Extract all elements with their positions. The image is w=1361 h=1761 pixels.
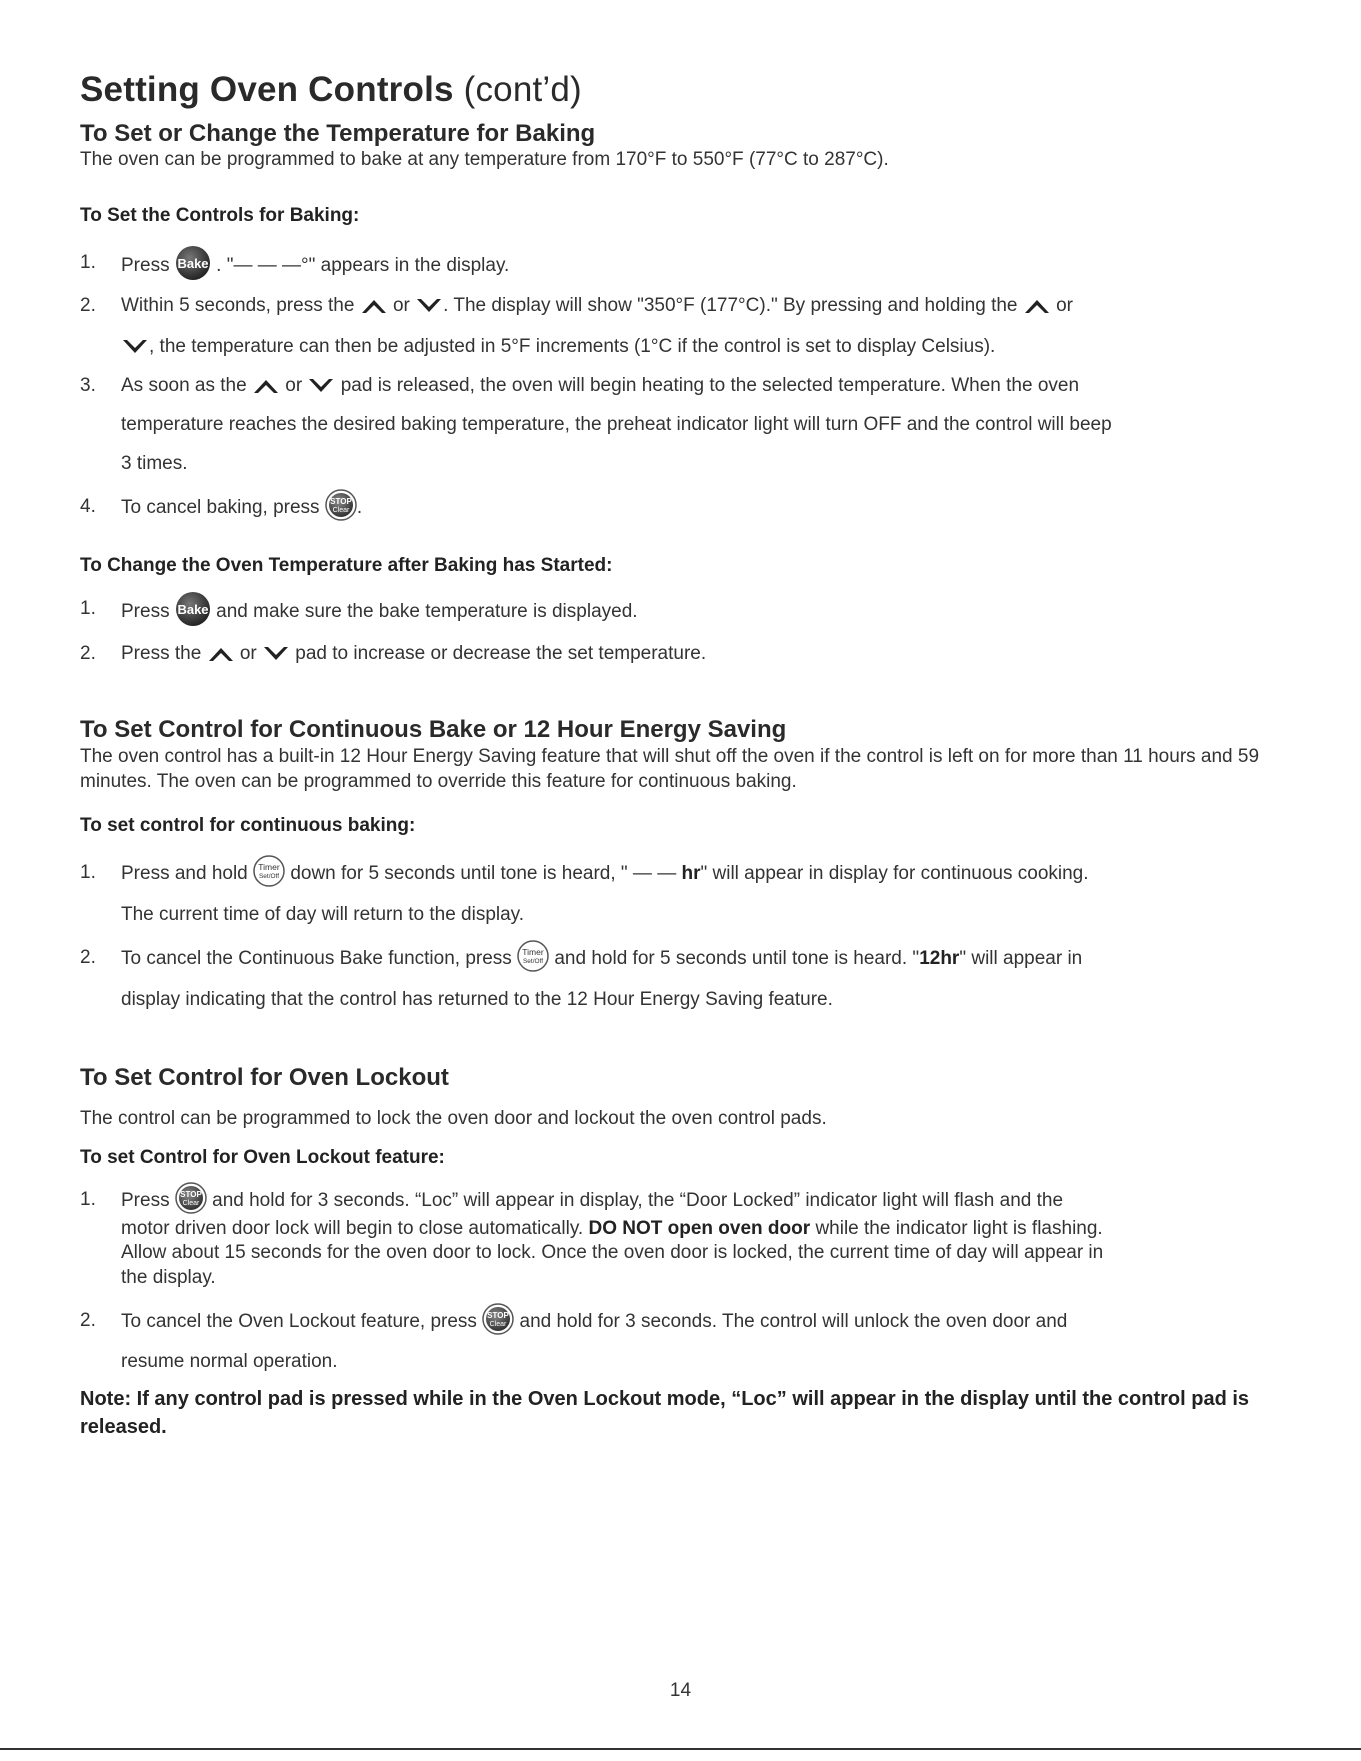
step-text-part: Press xyxy=(121,1190,170,1212)
page-title-main: Setting Oven Controls xyxy=(80,70,454,109)
set-off-label: Set/Off xyxy=(258,873,280,880)
step-text-part: and hold for 5 seconds until tone is heard. " xyxy=(554,948,920,970)
step-text xyxy=(121,1309,1067,1335)
step-text-part: pad to increase or decrease the set temperature. xyxy=(295,643,707,664)
step-number: 2. xyxy=(80,643,96,664)
step-text xyxy=(121,642,706,666)
step-text-part: " will appear in display for continuous cooking. xyxy=(700,863,1089,885)
bake-pad-label: Bake xyxy=(177,602,209,617)
step-text-part: As soon as the xyxy=(121,375,247,396)
step-text-bold: hr xyxy=(681,863,701,885)
step-text-part: Press xyxy=(121,601,170,623)
step-text-line-3: 3 times. xyxy=(121,453,188,474)
step-text xyxy=(121,495,362,521)
up-arrow-icon xyxy=(252,377,280,395)
bake-pad-label: Bake xyxy=(177,256,209,271)
step-text-part: Press and hold xyxy=(121,863,248,885)
baking-step-3 xyxy=(80,372,1280,482)
step-text-part: or xyxy=(392,295,410,316)
clear-label: Clear xyxy=(489,1321,507,1328)
step-text-part: and hold for 3 seconds. “Loc” will appear in display, the “Door Locked” indicator light will flash and the xyxy=(212,1190,1064,1212)
stop-label: STOP xyxy=(180,1190,202,1199)
step-text-part: and make sure the bake temperature is displayed. xyxy=(216,601,638,623)
subheading-continuous-baking: To set control for continuous baking: xyxy=(80,815,416,836)
timer-pad-icon xyxy=(517,940,549,972)
step-text-part: motor driven door lock will begin to close automatically. xyxy=(121,1218,584,1239)
up-arrow-icon xyxy=(360,297,388,315)
section-heading-baking: To Set or Change the Temperature for Baking xyxy=(80,120,596,147)
step-number: 1. xyxy=(80,1189,96,1210)
section-heading-continuous: To Set Control for Continuous Bake or 12 Hour Energy Saving xyxy=(80,716,787,743)
lockout-note: Note: If any control pad is pressed while in the Oven Lockout mode, “Loc” will appear in the display until the control pad is released. xyxy=(80,1388,1250,1438)
lockout-intro: The control can be programmed to lock the oven door and lockout the oven control pads. xyxy=(80,1108,827,1129)
bake-pad-icon xyxy=(175,591,211,627)
step-text-part: To cancel the Oven Lockout feature, press xyxy=(121,1311,477,1333)
baking-step-4 xyxy=(80,492,1280,522)
step-text-part: To cancel the Continuous Bake function, press xyxy=(121,948,512,970)
step-text-line-2: display indicating that the control has returned to the 12 Hour Energy Saving feature. xyxy=(121,989,833,1010)
page-title xyxy=(80,70,582,110)
step-text-part: To cancel baking, press xyxy=(121,497,320,519)
step-number: 2. xyxy=(80,295,96,316)
down-arrow-icon xyxy=(262,645,290,663)
step-text xyxy=(121,251,509,281)
page-bottom-rule xyxy=(0,1748,1361,1750)
clear-label: Clear xyxy=(332,507,350,514)
step-number: 1. xyxy=(80,252,96,273)
continuous-step-2 xyxy=(80,943,1280,1013)
change-step-2 xyxy=(80,640,1280,670)
step-number: 2. xyxy=(80,1310,96,1331)
step-number: 1. xyxy=(80,862,96,883)
step-number: 1. xyxy=(80,598,96,619)
step-text-part: or xyxy=(239,643,257,664)
step-text-part: , the temperature can then be adjusted in 5°F increments (1°C if the control is set to display Celsius). xyxy=(149,336,996,357)
section-heading-lockout: To Set Control for Oven Lockout xyxy=(80,1064,449,1091)
subheading-change-temp: To Change the Oven Temperature after Baking has Started: xyxy=(80,555,613,576)
down-arrow-icon xyxy=(415,297,443,315)
page-title-suffix: (cont’d) xyxy=(463,70,582,109)
clear-label: Clear xyxy=(182,1200,200,1207)
step-text-bold: DO NOT open oven door xyxy=(588,1218,811,1239)
timer-label: Timer xyxy=(522,947,544,957)
set-off-label: Set/Off xyxy=(523,958,544,965)
step-text-part: pad is released, the oven will begin heating to the selected temperature. When the oven xyxy=(340,375,1080,396)
step-number: 4. xyxy=(80,496,96,517)
subheading-set-controls-baking: To Set the Controls for Baking: xyxy=(80,205,360,226)
step-text xyxy=(121,374,1079,398)
stop-clear-pad-icon xyxy=(325,489,357,521)
timer-pad-icon xyxy=(253,855,285,887)
down-arrow-icon xyxy=(307,377,335,395)
step-text-part: " will appear in xyxy=(959,948,1083,970)
step-text xyxy=(121,294,1073,318)
step-text xyxy=(121,861,1089,887)
step-text-part: . xyxy=(356,497,363,519)
step-text-line-2 xyxy=(121,335,995,359)
stop-label: STOP xyxy=(487,1311,510,1320)
step-text-part: or xyxy=(1056,295,1073,316)
lockout-step-2 xyxy=(80,1306,1280,1376)
step-text-line-2 xyxy=(121,1217,1103,1241)
stop-clear-pad-icon xyxy=(175,1182,207,1214)
step-text-part: Press the xyxy=(121,643,202,664)
baking-step-2 xyxy=(80,292,1280,362)
step-number: 3. xyxy=(80,375,96,396)
step-text-part: . "— — —°" appears in the display. xyxy=(216,255,510,277)
baking-step-1 xyxy=(80,248,1280,278)
stop-clear-pad-icon xyxy=(482,1303,514,1335)
down-arrow-icon xyxy=(121,338,149,356)
step-text-part: or xyxy=(285,375,303,396)
step-text xyxy=(121,1188,1063,1214)
step-text xyxy=(121,946,1082,972)
step-text-part: and hold for 3 seconds. The control will unlock the oven door and xyxy=(519,1311,1068,1333)
subheading-lockout: To set Control for Oven Lockout feature: xyxy=(80,1147,445,1168)
step-text-part: Press xyxy=(121,255,170,277)
step-text-part: while the indicator light is flashing. xyxy=(815,1218,1103,1239)
step-text-part: . The display will show "350°F (177°C)." By pressing and holding the xyxy=(443,295,1018,316)
continuous-step-1 xyxy=(80,858,1280,928)
stop-label: STOP xyxy=(330,497,352,506)
step-text-line-3: Allow about 15 seconds for the oven door to lock. Once the oven door is locked, the current time of day will appear in xyxy=(121,1242,1104,1263)
lockout-step-1 xyxy=(80,1186,1280,1296)
step-number: 2. xyxy=(80,947,96,968)
up-arrow-icon xyxy=(1023,297,1051,315)
timer-label: Timer xyxy=(258,862,280,872)
step-text-part: down for 5 seconds until tone is heard, " — — xyxy=(290,863,677,885)
step-text-part: Within 5 seconds, press the xyxy=(121,295,355,316)
page-number: 14 xyxy=(669,1680,692,1701)
step-text-bold: 12hr xyxy=(919,948,960,970)
bake-pad-icon xyxy=(175,245,211,281)
step-text-line-2: The current time of day will return to the display. xyxy=(121,904,525,925)
baking-intro: The oven can be programmed to bake at any temperature from 170°F to 550°F (77°C to 287°C). xyxy=(80,149,889,170)
step-text xyxy=(121,597,638,627)
up-arrow-icon xyxy=(207,645,235,663)
step-text-line-4: the display. xyxy=(121,1267,216,1288)
step-text-line-2: temperature reaches the desired baking temperature, the preheat indicator light will turn OFF and the control will beep xyxy=(121,414,1112,435)
continuous-intro: The oven control has a built-in 12 Hour Energy Saving feature that will shut off the oven if the control is left on for more than 11 hours and 59 minutes. The oven can be programmed to override this feature for continuous baking. xyxy=(80,746,1260,792)
change-step-1 xyxy=(80,594,1280,624)
step-text-line-2: resume normal operation. xyxy=(121,1351,338,1372)
